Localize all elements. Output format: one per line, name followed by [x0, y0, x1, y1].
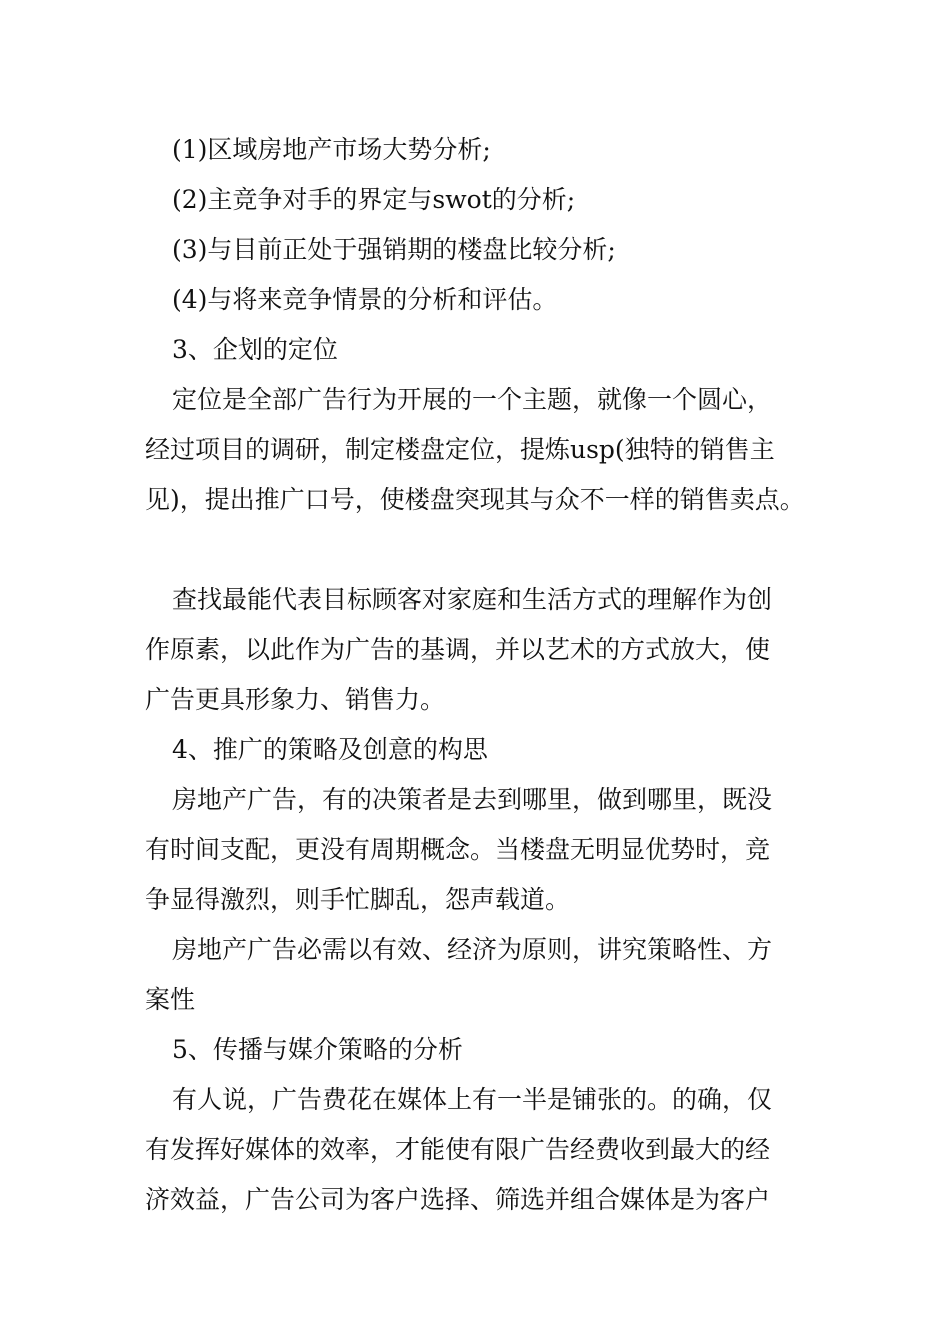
paragraph-line: 案性: [145, 985, 196, 1014]
paragraph-line: 查找最能代表目标顾客对家庭和生活方式的理解作为创: [172, 585, 773, 614]
paragraph-line: 有人说，广告费花在媒体上有一半是铺张的。的确，仅: [172, 1085, 773, 1114]
list-item-4: (4)与将来竞争情景的分析和评估。: [172, 285, 558, 314]
paragraph-line: 广告更具形象力、销售力。: [145, 685, 446, 714]
list-item-2: (2)主竞争对手的界定与swot的分析;: [172, 185, 576, 214]
paragraph-line: 有发挥好媒体的效率，才能使有限广告经费收到最大的经: [145, 1135, 771, 1164]
section-heading-4: 4、推广的策略及创意的构思: [172, 735, 488, 764]
paragraph-line: 定位是全部广告行为开展的一个主题，就像一个圆心，: [172, 385, 773, 414]
paragraph-line: 济效益，广告公司为客户选择、筛选并组合媒体是为客户: [145, 1185, 771, 1214]
list-item-3: (3)与目前正处于强销期的楼盘比较分析;: [172, 235, 616, 264]
section-heading-3: 3、企划的定位: [172, 335, 338, 364]
paragraph-line: 争显得激烈，则手忙脚乱，怨声载道。: [145, 885, 571, 914]
paragraph-line: 有时间支配，更没有周期概念。当楼盘无明显优势时，竞: [145, 835, 771, 864]
paragraph-line: 房地产广告，有的决策者是去到哪里，做到哪里，既没: [172, 785, 773, 814]
section-heading-5: 5、传播与媒介策略的分析: [172, 1035, 463, 1064]
paragraph-line: 见)，提出推广口号，使楼盘突现其与众不一样的销售卖点。: [145, 485, 805, 514]
paragraph-line: 经过项目的调研，制定楼盘定位，提炼usp(独特的销售主: [145, 435, 775, 464]
paragraph-line: 作原素，以此作为广告的基调，并以艺术的方式放大，使: [145, 635, 771, 664]
paragraph-line: 房地产广告必需以有效、经济为原则，讲究策略性、方: [172, 935, 773, 964]
list-item-1: (1)区域房地产市场大势分析;: [172, 135, 491, 164]
